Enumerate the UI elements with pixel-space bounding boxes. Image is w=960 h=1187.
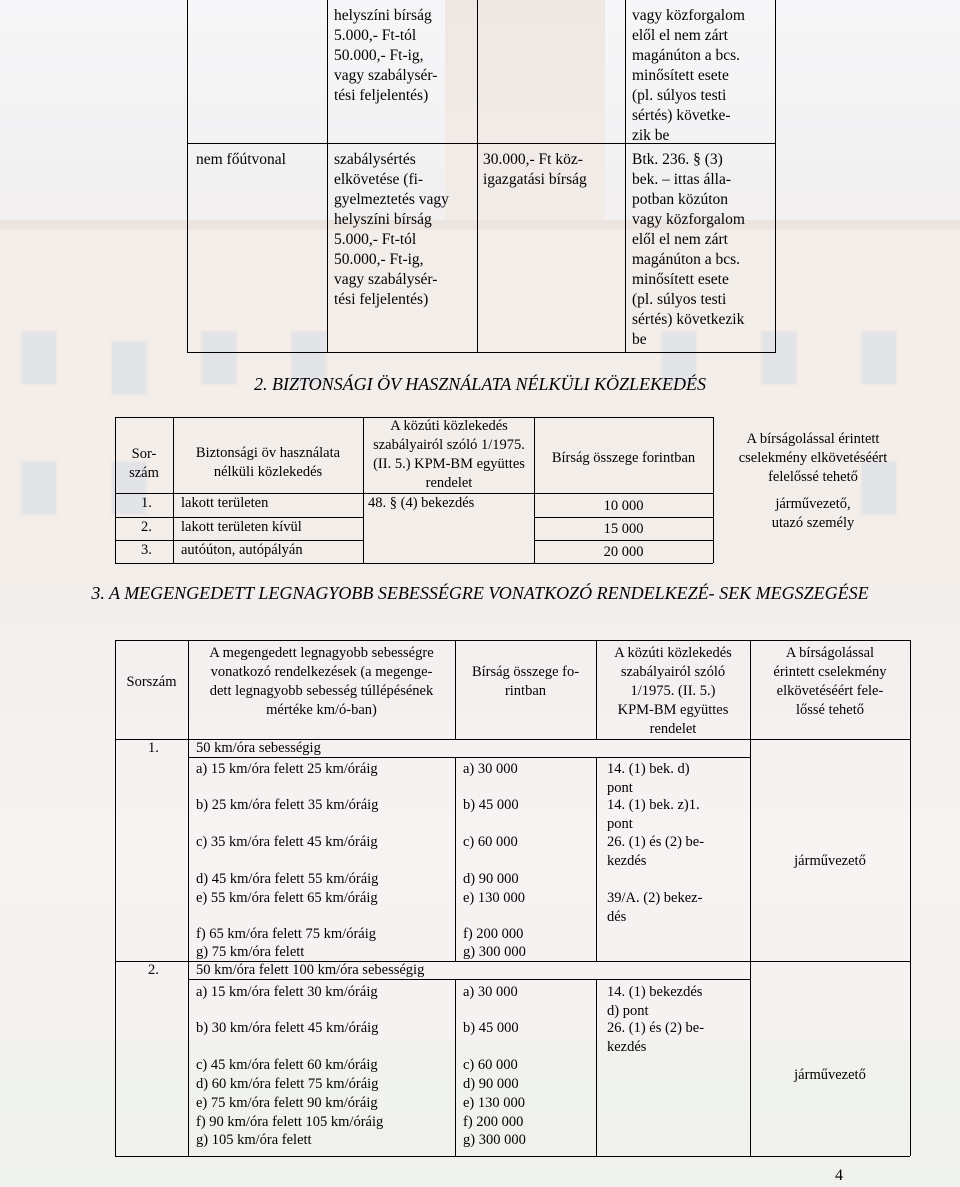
- seatbelt-header-num: Sor- szám: [129, 446, 159, 481]
- speed-header-num: Sorszám: [126, 674, 177, 690]
- seatbelt-row1-fine: 10 000: [603, 498, 644, 514]
- speed-g1-c-fine: c) 60 000: [463, 834, 518, 850]
- speed-g2-e-desc: e) 75 km/óra felett 90 km/óráig: [196, 1095, 378, 1111]
- seatbelt-row2-desc: lakott területen kívül: [181, 519, 302, 535]
- speed-g1-law-4: 39/A. (2) bekez- dés: [607, 890, 703, 925]
- speed-header-desc: A megengedett legnagyobb sebességre vonatkozó rendelkezések (a megenge- dett legnagyobb sebesség túllépésének mértéke km/ó-ban): [209, 645, 434, 718]
- speed-group1-num: 1.: [148, 740, 159, 756]
- page-number: 4: [835, 1167, 843, 1184]
- seatbelt-row3-desc: autóúton, autópályán: [181, 542, 303, 558]
- seatbelt-row3-fine: 20 000: [603, 544, 644, 560]
- speed-g1-g-fine: g) 300 000: [463, 944, 526, 960]
- speed-g2-c-desc: c) 45 km/óra felett 60 km/óráig: [196, 1057, 378, 1073]
- speed-g2-law-1: 14. (1) bekezdés d) pont: [607, 984, 703, 1019]
- speed-g1-a-desc: a) 15 km/óra felett 25 km/óráig: [196, 761, 378, 777]
- seatbelt-row2-num: 2.: [141, 519, 152, 535]
- speed-g2-a-desc: a) 15 km/óra felett 30 km/óráig: [196, 984, 378, 1000]
- speed-g2-law-2: 26. (1) és (2) be- kezdés: [607, 1020, 705, 1055]
- top-row2-road-type: nem főútvonal: [196, 151, 286, 168]
- speed-g1-c-desc: c) 35 km/óra felett 45 km/óráig: [196, 834, 378, 850]
- speed-g2-a-fine: a) 30 000: [463, 984, 518, 1000]
- seatbelt-header-law: A közúti közlekedés szabályairól szóló 1/1975. (II. 5.) KPM-BM együttes rendelet: [373, 418, 525, 491]
- section3-title: 3. A MEGENGEDETT LEGNAGYOBB SEBESSÉGRE VONATKOZÓ RENDELKEZÉ- SEK MEGSZEGÉSE: [91, 583, 869, 603]
- section2-title: 2. BIZTONSÁGI ÖV HASZNÁLATA NÉLKÜLI KÖZLEKEDÉS: [253, 374, 707, 394]
- top-row1-criminal: vagy közforgalom elől el nem zárt magánúton a bcs. minősített esete (pl. súlyos testi sértés) követke- zik be: [632, 7, 745, 144]
- seatbelt-liable-value: járművezető, utazó személy: [771, 496, 855, 531]
- speed-g2-g-desc: g) 105 km/óra felett: [196, 1132, 312, 1148]
- top-row2-sanction: szabálysértés elkövetése (fi- gyelmeztetés vagy helyszíni bírság 5.000,- Ft-tól 50.000,- Ft-ig, vagy szabálysér- tési feljelentés): [334, 151, 449, 308]
- speed-group1-label: 50 km/óra sebességig: [196, 740, 321, 756]
- speed-header-liable: A bírságolással érintett cselekmény elkövetéséért fele- lőssé tehető: [773, 645, 887, 718]
- speed-g2-d-desc: d) 60 km/óra felett 75 km/óráig: [196, 1076, 379, 1092]
- speed-g2-b-desc: b) 30 km/óra felett 45 km/óráig: [196, 1020, 379, 1036]
- seatbelt-law-value: 48. § (4) bekezdés: [368, 495, 475, 511]
- speed-header-law: A közúti közlekedés szabályairól szóló 1/1975. (II. 5.) KPM-BM együttes rendelet: [614, 645, 732, 737]
- speed-g1-law-3: 26. (1) és (2) be- kezdés: [607, 834, 705, 869]
- speed-g1-law-1: 14. (1) bek. d) pont: [607, 761, 690, 796]
- speed-g2-g-fine: g) 300 000: [463, 1132, 526, 1148]
- seatbelt-header-fine: Bírság összege forintban: [551, 450, 696, 466]
- top-row2-criminal: Btk. 236. § (3) bek. – ittas álla- potban közúton vagy közforgalom elől el nem zárt magánúton a bcs. minősített esete (pl. súlyos testi sértés) következik be: [632, 151, 745, 348]
- speed-g1-liable: járművezető: [794, 853, 866, 869]
- speed-g1-e-desc: e) 55 km/óra felett 65 km/óráig: [196, 890, 378, 906]
- speed-g2-liable: járművezető: [794, 1067, 866, 1083]
- speed-group2-num: 2.: [148, 962, 159, 978]
- speed-group2-label: 50 km/óra felett 100 km/óra sebességig: [196, 962, 425, 978]
- speed-g1-a-fine: a) 30 000: [463, 761, 518, 777]
- top-row1-sanction: helyszíni bírság 5.000,- Ft-tól 50.000,- Ft-ig, vagy szabálysér- tési feljelentés): [334, 7, 438, 104]
- speed-g1-g-desc: g) 75 km/óra felett: [196, 944, 305, 960]
- speed-g1-d-desc: d) 45 km/óra felett 55 km/óráig: [196, 871, 379, 887]
- speed-g2-f-fine: f) 200 000: [463, 1114, 524, 1130]
- speed-g1-d-fine: d) 90 000: [463, 871, 519, 887]
- seatbelt-row3-num: 3.: [141, 542, 152, 558]
- speed-g1-b-desc: b) 25 km/óra felett 35 km/óráig: [196, 797, 379, 813]
- seatbelt-row2-fine: 15 000: [603, 521, 644, 537]
- speed-header-fine: Bírság összege fo- rintban: [471, 664, 580, 699]
- seatbelt-row1-num: 1.: [141, 495, 152, 511]
- seatbelt-header-liable: A bírságolással érintett cselekmény elkövetéséért felelőssé tehető: [738, 431, 888, 485]
- top-row2-admin-fine: 30.000,- Ft köz- igazgatási bírság: [483, 151, 587, 188]
- seatbelt-header-desc: Biztonsági öv használata nélküli közlekedés: [195, 445, 341, 480]
- speed-g1-e-fine: e) 130 000: [463, 890, 526, 906]
- speed-g1-f-desc: f) 65 km/óra felett 75 km/óráig: [196, 926, 376, 942]
- speed-g2-b-fine: b) 45 000: [463, 1020, 519, 1036]
- speed-g1-f-fine: f) 200 000: [463, 926, 524, 942]
- speed-g2-c-fine: c) 60 000: [463, 1057, 518, 1073]
- speed-g1-b-fine: b) 45 000: [463, 797, 519, 813]
- speed-g1-law-2: 14. (1) bek. z)1. pont: [607, 797, 700, 832]
- speed-g2-e-fine: e) 130 000: [463, 1095, 526, 1111]
- speed-g2-d-fine: d) 90 000: [463, 1076, 519, 1092]
- speed-g2-f-desc: f) 90 km/óra felett 105 km/óráig: [196, 1114, 384, 1130]
- seatbelt-row1-desc: lakott területen: [181, 495, 269, 511]
